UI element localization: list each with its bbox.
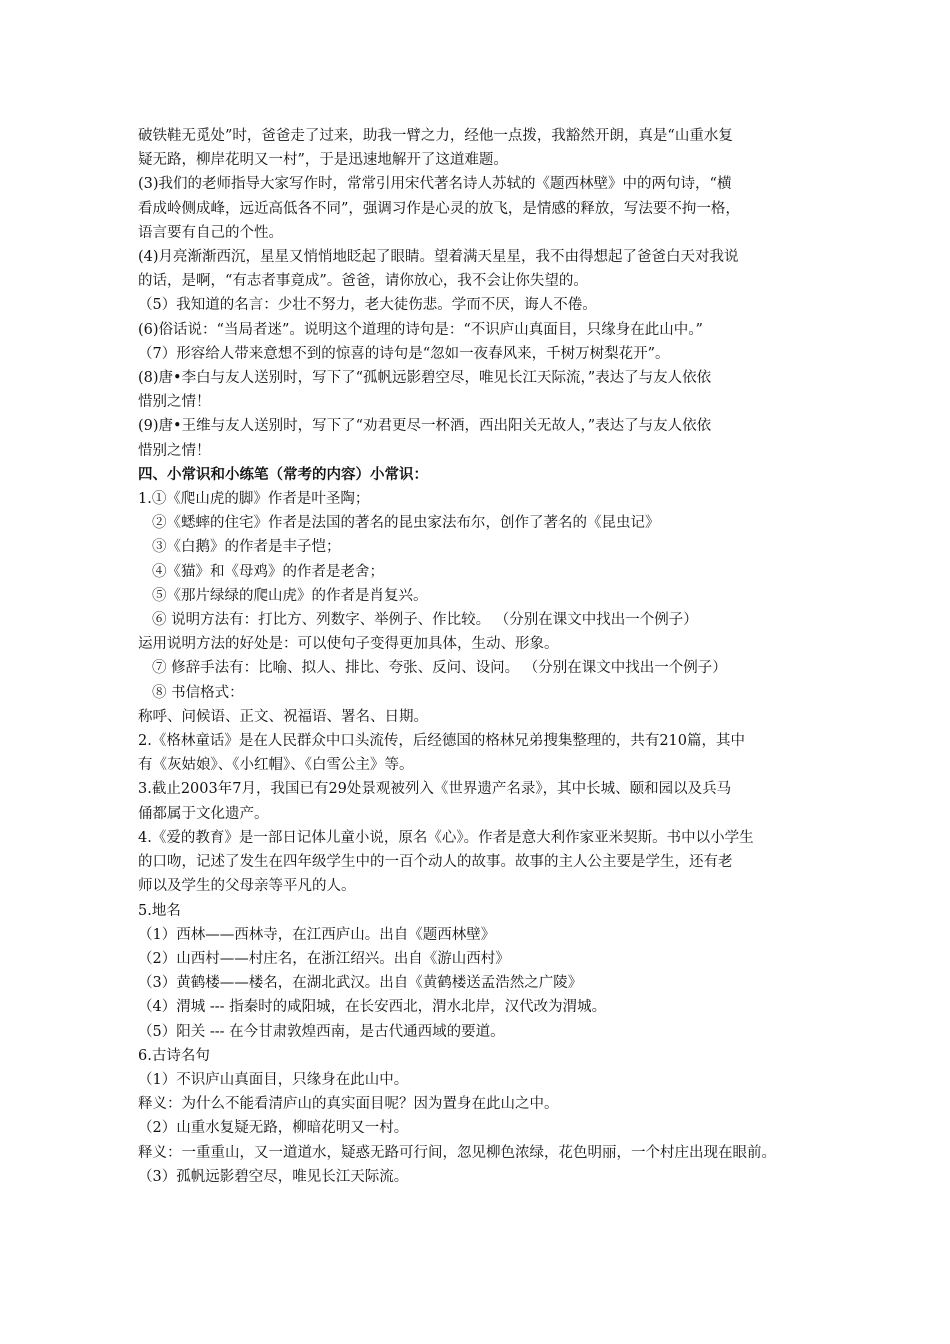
text-line: 释义：为什么不能看清庐山的真实面目呢？因为置身在此山之中。 [138,1096,559,1113]
text-line: （7）形容给人带来意想不到的惊喜的诗句是“忽如一夜春风来，千树万树梨花开”。 [138,345,670,362]
text-line: ⑦ 修辞手法有：比喻、拟人、排比、夸张、反问、设问。 （分别在课文中找出一个例子） [152,660,727,677]
text-line: 5.地名 [138,902,181,919]
text-line: 的口吻，记述了发生在四年级学生中的一百个动人的故事。故事的主人公主要是学生，还有老 [138,854,733,871]
text-line: 师以及学生的父母亲等平凡的人。 [138,878,356,895]
text-line: 的话，是啊，“有志者事竟成”。爸爸，请你放心，我不会让你失望的。 [138,273,588,290]
text-line: 疑无路，柳岸花明又一村”，于是迅速地解开了这道难题。 [138,152,508,169]
text-line: 看成岭侧成峰，远近高低各不同”，强调习作是心灵的放飞，是情感的释放，写法要不拘一格， [138,200,740,217]
text-line: 惜别之情！ [138,394,211,411]
text-line: （4）渭城 --- 指秦时的咸阳城，在长安西北，渭水北岸，汉代改为渭城。 [138,999,607,1016]
text-line: 4.《爱的教育》是一部日记体儿童小说，原名《心》。作者是意大利作家亚米契斯。书中以小学生 [138,829,754,846]
text-line: ②《蟋蟀的住宅》作者是法国的著名的昆虫家法布尔，创作了著名的《昆虫记》 [152,515,660,532]
text-line: （1）不识庐山真面目，只缘身在此山中。 [138,1071,409,1088]
text-line: 3.截止2003年7月，我国已有29处景观被列入《世界遗产名录》，其中长城、颐和园以及兵马 [138,781,732,798]
text-line: （5）阳关 --- 在今甘肃敦煌西南，是古代通西域的要道。 [138,1023,505,1040]
text-line: (6)俗话说：“当局者迷”。说明这个道理的诗句是：“不识庐山真面目，只缘身在此山中。” [138,321,703,338]
text-line: (8)唐•李白与友人送别时，写下了“孤帆远影碧空尽，唯见长江天际流，”表达了与友人依依 [138,370,712,387]
text-line: 释义：一重重山，又一道道水，疑惑无路可行间，忽见柳色浓绿，花色明丽，一个村庄出现在眼前。 [138,1144,776,1161]
text-line: 称呼、问候语、正文、祝福语、署名、日期。 [138,708,428,725]
section-heading: 四、小常识和小练笔（常考的内容）小常识： [138,465,428,483]
text-line: （3）黄鹤楼——楼名，在湖北武汉。出自《黄鹤楼送孟浩然之广陵》 [138,975,583,992]
text-line: 1.①《爬山虎的脚》作者是叶圣陶； [138,491,370,508]
text-line: 破铁鞋无觅处”时，爸爸走了过来，助我一臂之力，经他一点拨，我豁然开朗，真是“山重水复 [138,128,733,144]
text-line: （2）山西村——村庄名，在浙江绍兴。出自《游山西村》 [138,950,510,967]
text-line: ⑥ 说明方法有：打比方、列数字、举例子、作比较。 （分别在课文中找出一个例子） [152,612,698,629]
text-line: (3)我们的老师指导大家写作时，常常引用宋代著名诗人苏轼的《题西林壁》中的两句诗，“横 [138,176,732,193]
text-line: （2）山重水复疑无路，柳暗花明又一村。 [138,1120,409,1137]
text-line: 6.古诗名句 [138,1047,210,1064]
text-line: 运用说明方法的好处是：可以使句子变得更加具体，生动、形象。 [138,636,559,653]
text-line: 2.《格林童话》是在人民群众中口头流传，后经德国的格林兄弟搜集整理的，共有210篇，其中 [138,733,746,750]
text-line: ④《猫》和《母鸡》的作者是老舍； [152,563,384,580]
text-line: (9)唐•王维与友人送别时，写下了“劝君更尽一杯酒，西出阳关无故人，”表达了与友人依依 [138,418,712,435]
text-line: ⑤《那片绿绿的爬山虎》的作者是肖复兴。 [152,587,428,604]
text-line: （3）孤帆远影碧空尽，唯见长江天际流。 [138,1168,409,1185]
text-line: 有《灰姑娘》、《小红帽》、《白雪公主》等。 [138,757,414,774]
text-line: 俑都属于文化遗产。 [138,805,269,822]
text-line: 惜别之情！ [138,442,211,459]
text-line: (4)月亮渐渐西沉，星星又悄悄地眨起了眼睛。望着满天星星，我不由得想起了爸爸白天对我说 [138,249,739,266]
text-line: （5）我知道的名言：少壮不努力，老大徒伤悲。学而不厌，诲人不倦。 [138,297,597,314]
text-line: （1）西林——西林寺，在江西庐山。出自《题西林壁》 [138,926,496,943]
text-line: ⑧ 书信格式： [152,684,244,701]
document-page [138,124,858,1189]
text-line: ③《白鹅》的作者是丰子恺； [152,539,341,556]
text-line: 语言要有自己的个性。 [138,224,283,241]
